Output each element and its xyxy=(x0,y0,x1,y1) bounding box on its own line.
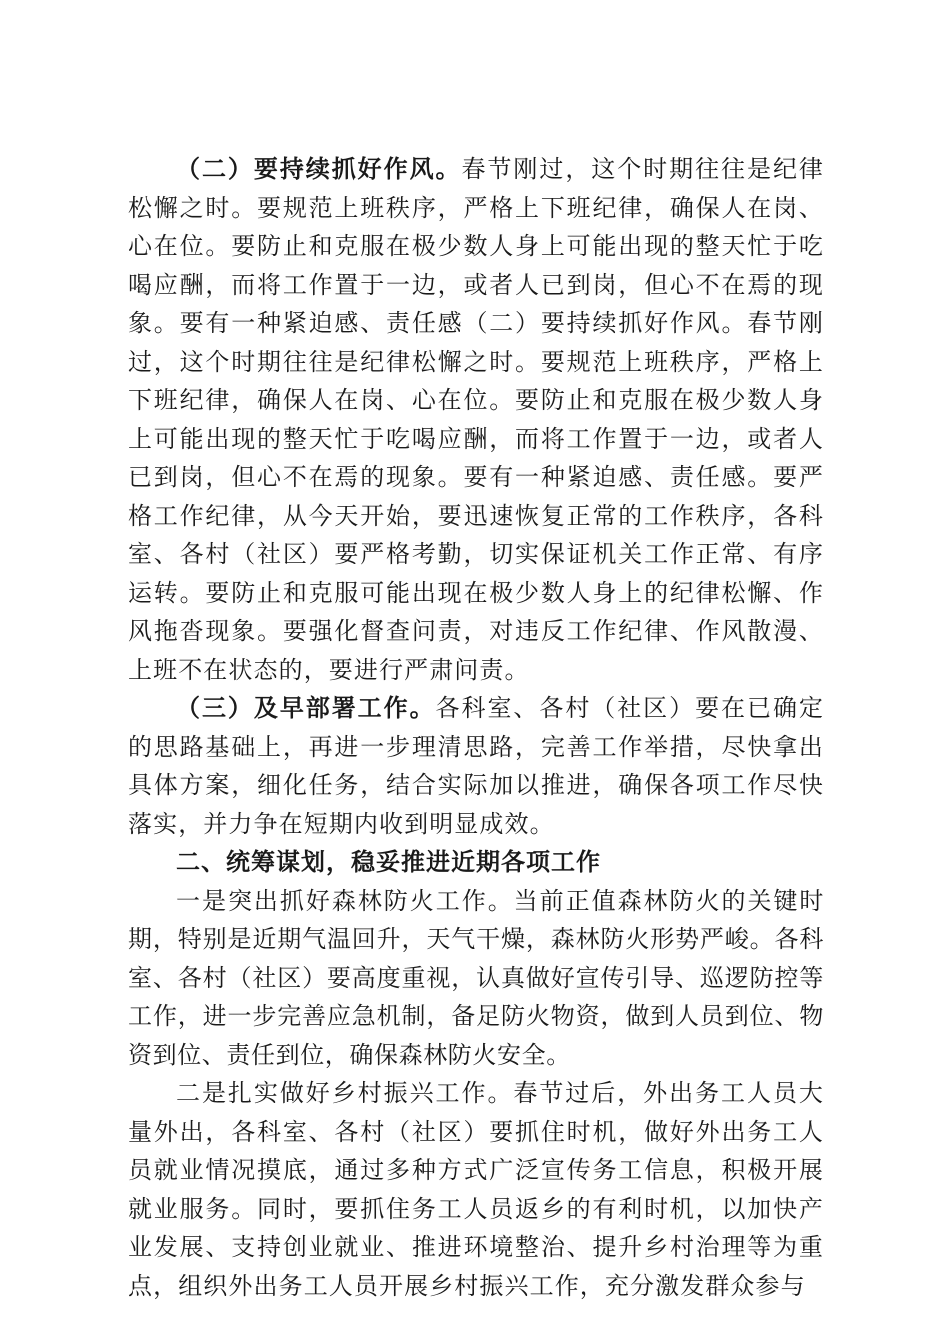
paragraph-text: 二是扎实做好乡村振兴工作。春节过后，外出务工人员大量外出，各科室、各村（社区）要抓住时机，做好外出务工人员就业情况摸底，通过多种方式广泛宣传务工信息，积极开展就业服务。同时，要抓住务工人员返乡的有利时机，以加快产业发展、支持创业就业、推进环境整治、提升乡村治理等为重点，组织外出务工人员开展乡村振兴工作，充分激发群众参与 xyxy=(128,1079,824,1300)
section-heading: 二、统筹谋划，稳妥推进近期各项工作 xyxy=(176,848,601,876)
paragraph-work-style xyxy=(128,150,824,689)
paragraph-rural-revitalization xyxy=(128,1074,824,1305)
paragraph-early-deployment xyxy=(128,689,824,843)
paragraph-lead: （二）要持续抓好作风。 xyxy=(176,155,462,183)
paragraph-text: 一是突出抓好森林防火工作。当前正值森林防火的关键时期，特别是近期气温回升，天气干燥，森林防火形势严峻。各科室、各村（社区）要高度重视，认真做好宣传引导、巡逻防控等工作，进一步完善应急机制，备足防火物资，做到人员到位、物资到位、责任到位，确保森林防火安全。 xyxy=(128,886,824,1069)
paragraph-text: 各科室、各村（社区）要在已确定的思路基础上，再进一步理清思路，完善工作举措，尽快拿出具体方案，细化任务，结合实际加以推进，确保各项工作尽快落实，并力争在短期内收到明显成效。 xyxy=(128,694,825,838)
paragraph-forest-fire xyxy=(128,882,824,1075)
paragraph-text: 春节刚过，这个时期往往是纪律松懈之时。要规范上班秩序，严格上下班纪律，确保人在岗、心在位。要防止和克服在极少数人身上可能出现的整天忙于吃喝应酬，而将工作置于一边，或者人已到岗，但心不在焉的现象。要有一种紧迫感、责任感（二）要持续抓好作风。春节刚过，这个时期往往是纪律松懈之时。要规范上班秩序，严格上下班纪律，确保人在岗、心在位。要防止和克服在极少数人身上可能出现的整天忙于吃喝应酬，而将工作置于一边，或者人已到岗，但心不在焉的现象。要有一种紧迫感、责任感。要严格工作纪律，从今天开始，要迅速恢复正常的工作秩序，各科室、各村（社区）要严格考勤，切实保证机关工作正常、有序运转。要防止和克服可能出现在极少数人身上的纪律松懈、作风拖沓现象。要强化督查问责，对违反工作纪律、作风散漫、上班不在状态的，要进行严肃问责。 xyxy=(128,155,824,684)
document-page xyxy=(128,150,824,1305)
paragraph-lead: （三）及早部署工作。 xyxy=(176,694,436,722)
